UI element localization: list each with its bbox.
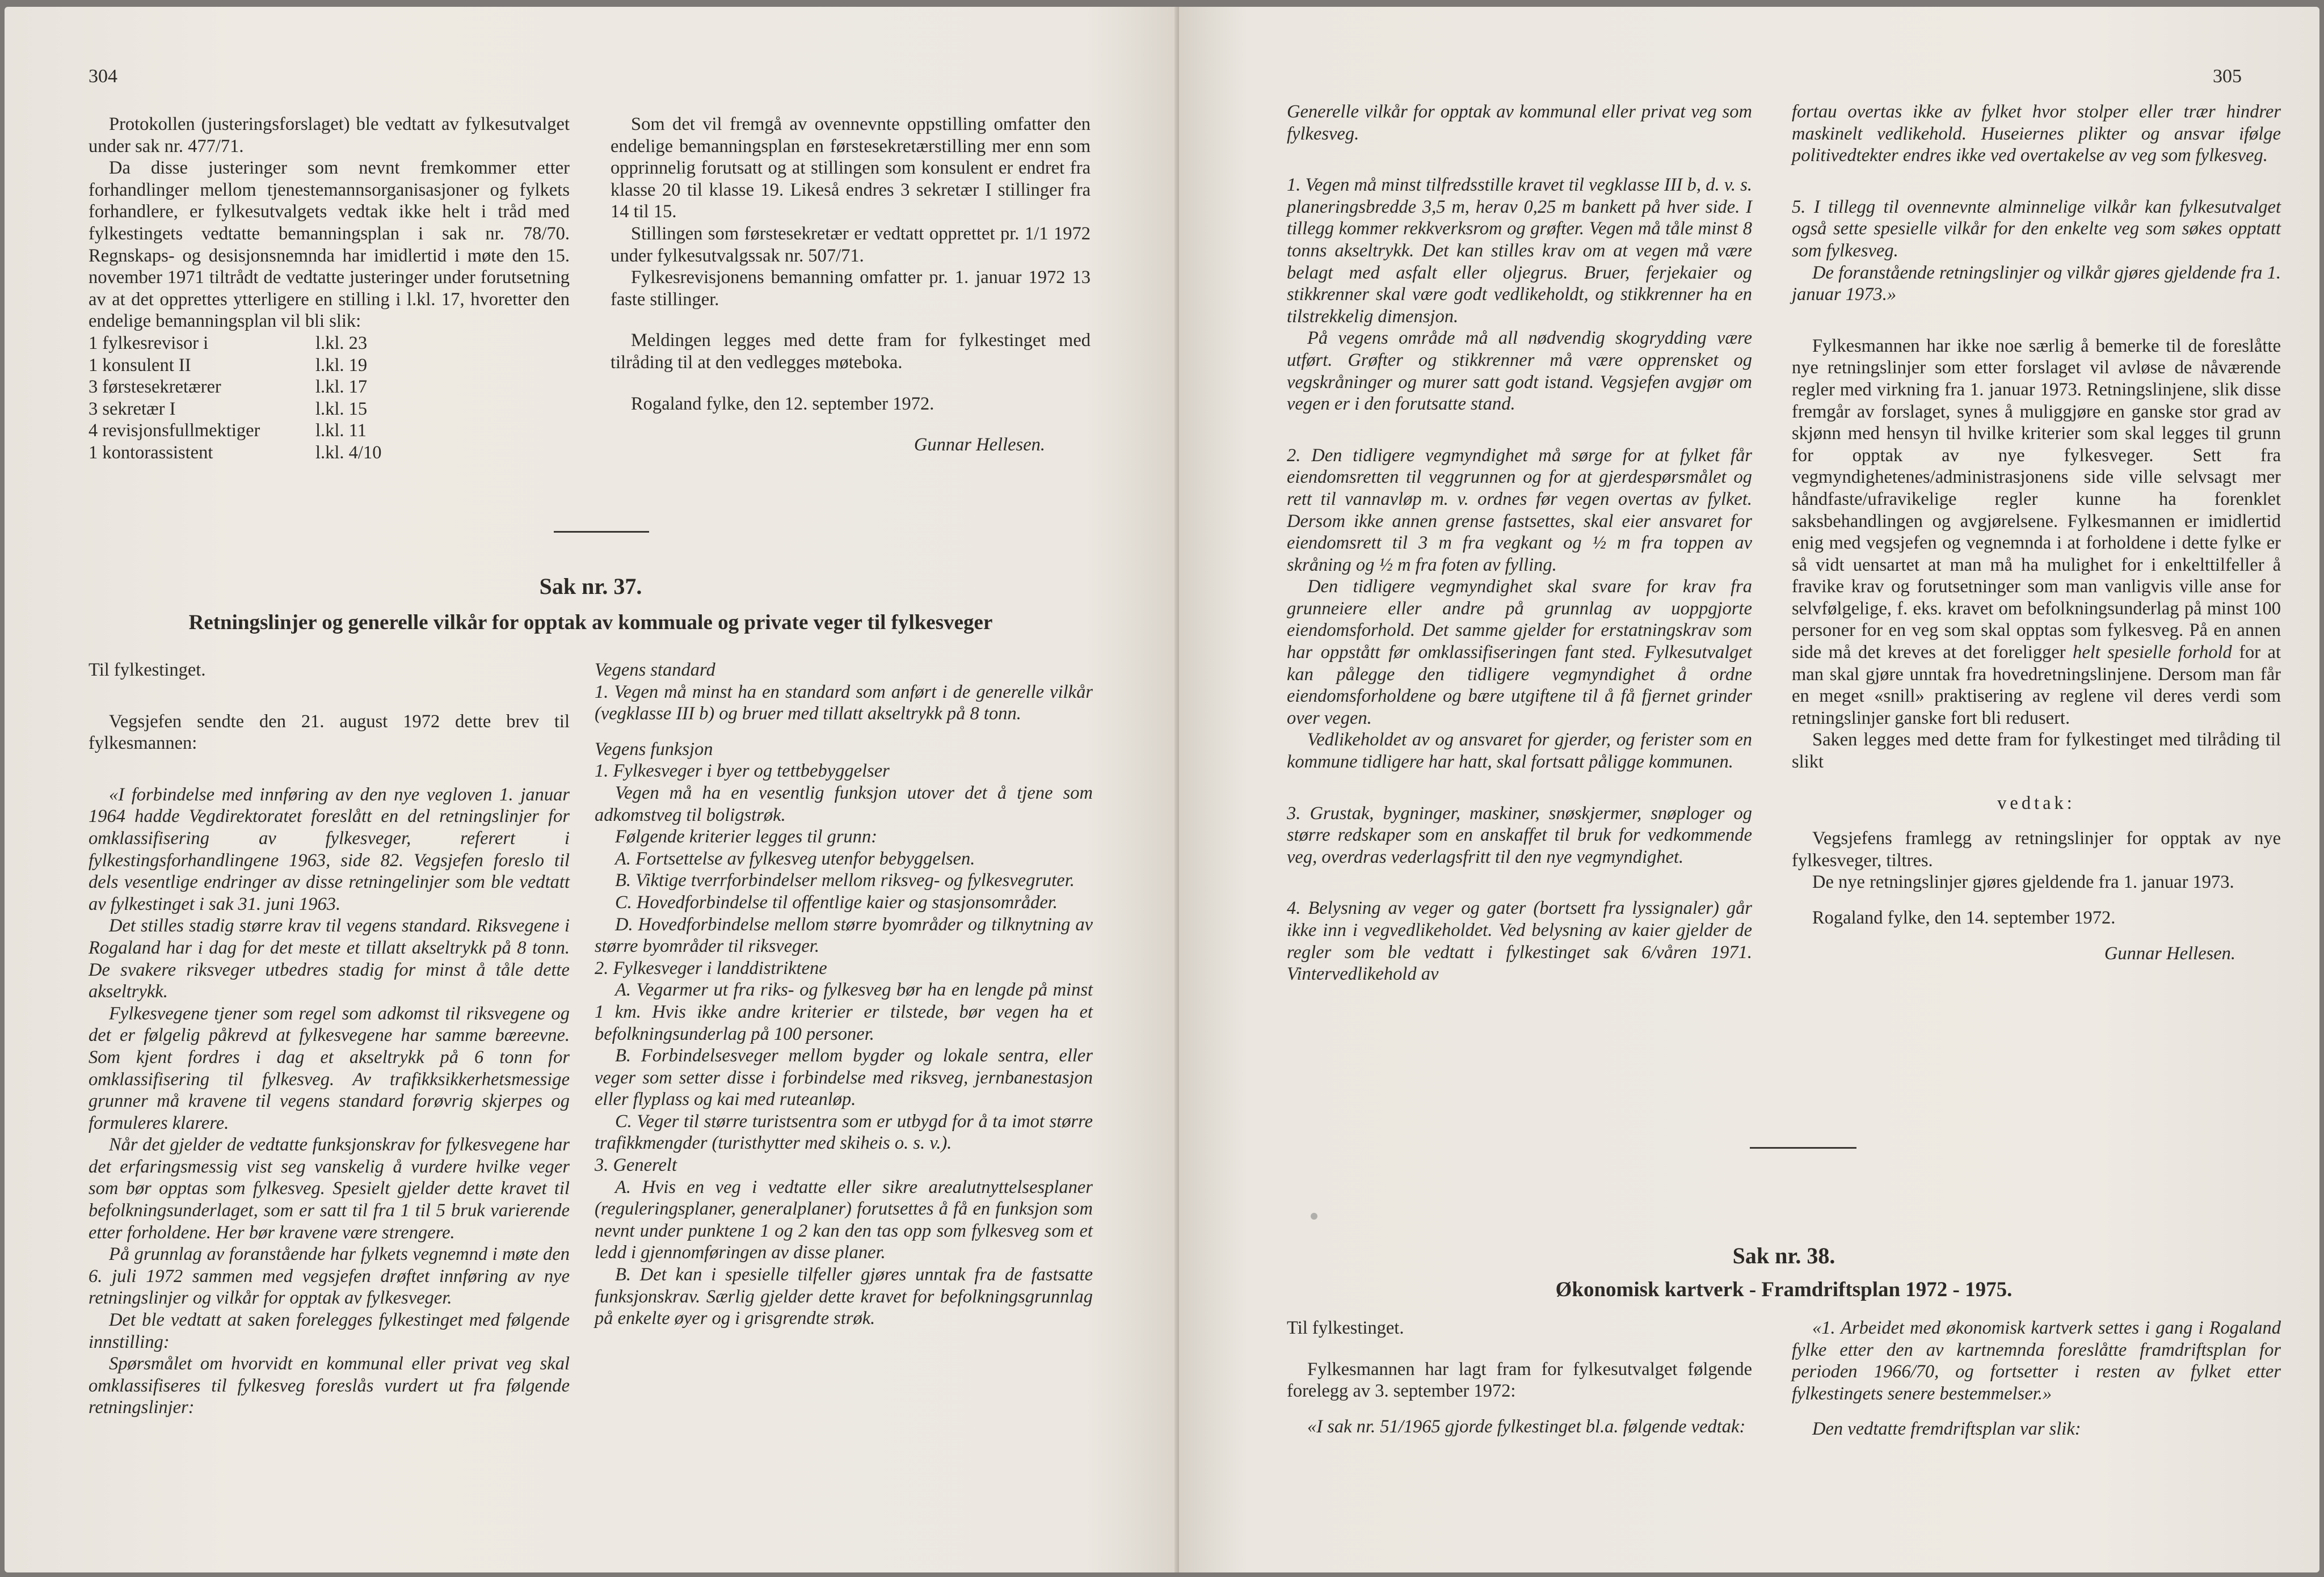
list-item: 5. I tillegg til ovennevnte alminnelige vilkår kan fylkesutvalget også sette spesielle vilkår for den enkelte veg som søkes opptatt som fylkesveg.	[1792, 196, 2281, 261]
staff-title: 1 kontorassistent	[89, 442, 213, 463]
list-item: A. Fortsettelse av fylkesveg utenfor bebyggelsen.	[615, 848, 975, 869]
paragraph: «1. Arbeidet med økonomisk kartverk settes i gang i Rogaland fylke etter den av kartnemnda foreslåtte framdriftsplan for perioden 1966/70, og fortsetter i resten av fylket etter fylkestingets senere bestemmelser.»	[1792, 1318, 2281, 1404]
list-item: 3. Grustak, bygninger, maskiner, snøskjermer, snøploger og større redskaper som en anskaffet til bruk for vedkommende veg, overdras vederlagsfritt til den nye vegmyndighet.	[1287, 803, 1752, 867]
list-item: A. Vegarmer ut fra riks- og fylkesveg bør ha en lengde på minst 1 km. Hvis ikke andre kriterier er tilstede, bør vegen ha et befolkningsunderlag på 100 personer.	[595, 980, 1093, 1044]
list-item: Vegen må ha en vesentlig funksjon utover det å tjene som adkomstveg til boligstrøk.	[595, 782, 1093, 825]
paragraph: De foranstående retningslinjer og vilkår gjøres gjeldende fra 1. januar 1973.»	[1792, 262, 2281, 305]
paragraph: Som det vil fremgå av ovennevnte oppstilling omfatter den endelige bemanningsplan en førstesekretærstilling mer enn som opprinnelig forutsatt og at stillingen som konsulent er endret fra klasse 20 til klasse 19. Likeså endres 3 sekretær I stillinger fra 14 til 15.	[611, 114, 1091, 222]
staff-grade: l.kl. 17	[315, 377, 368, 398]
paragraph: Til fylkestinget.	[89, 660, 206, 680]
paragraph: «I forbindelse med innføring av den nye vegloven 1. januar 1964 hadde Vegdirektoratet foreslått en del retningslinjer for omklassifisering av fylkesveger, referert i fylkestingsforhandlingene 1963, side 82. Vegsjefen foreslo til dels vesentlige endringer av disse retningelinjer som ble vedtatt av fylkestinget i sak 31. juni 1963.	[89, 784, 570, 914]
text-run: Fylkesmannen har ikke noe særlig å bemerke til de foreslåtte nye retningslinjer som etter forslaget vil avløse de nåværende regler med virkning fra 1. januar 1973. Retningslinjene, slik disse fremgår av forslaget, synes å muliggjøre en ganske stor grad av skjønn med hensyn til hvilke kriterier som skal legges til grunn for opptak av nye fylkesveger. Sett fra vegmyndighetenes/administrasjonens side ville selvsagt mer håndfaste/ufravikelige regler kunne ha forenklet saksbehandlingen og avgjørelsene. Fylkesmannen er imidlertid enig med vegsjefen og vegnemnda i at forholdene i dette fylke er så vidt uensartet at man må ha mulighet for i enkelttilfeller å fravike krav og forutsetninger som man vanligvis ville anse for selvfølgelige, f. eks. kravet om befolkningsunderlag på minst 100 personer for en veg som skal opptas som fylkesveg. På en annen side må det kreves at det foreligger	[1792, 335, 2281, 663]
date-line: Rogaland fylke, den 12. september 1972.	[631, 393, 934, 414]
paragraph: Protokollen (justeringsforslaget) ble vedtatt av fylkesutvalget under sak nr. 477/71.	[89, 114, 570, 157]
column-1	[1287, 101, 1752, 985]
paragraph: Til fylkestinget.	[1287, 1318, 1404, 1338]
list-item	[89, 376, 381, 398]
staff-title: 1 konsulent II	[89, 355, 191, 376]
left-page	[5, 7, 1179, 1572]
paragraph: Når det gjelder de vedtatte funksjonskrav for fylkesvegene har det erfaringsmessig vist seg vanskelig å vurdere hvilke veger som bør opptas som fylkesveg. Spesielt gjelder dette kravet til befolkningsunderlaget, som er satt til fra 1 til 5 bruk varierende etter forholdene. Her bør kravene være strengere.	[89, 1135, 570, 1243]
column-4	[595, 659, 1093, 1330]
paragraph: Vegsjefens framlegg av retningslinjer for opptak av nye fylkesveger, tiltres.	[1792, 828, 2281, 871]
staff-title: 3 sekretær I	[89, 398, 176, 419]
column-3	[1287, 1317, 1752, 1437]
right-page	[1179, 7, 2319, 1572]
signature: Gunnar Hellesen.	[913, 435, 1045, 456]
list-heading: 2. Fylkesveger i landdistriktene	[595, 958, 827, 979]
section-number: Sak nr. 38.	[1732, 1243, 1835, 1268]
list-item	[89, 355, 381, 377]
date-line: Rogaland fylke, den 14. september 1972.	[1812, 908, 2116, 928]
paragraph: På grunnlag av foranstående har fylkets vegnemnd i møte den 6. juli 1972 sammen med vegsjefen drøftet innføring av nye retningslinjer og vilkår for opptak av fylkesveger.	[89, 1244, 570, 1309]
staff-grade: l.kl. 19	[315, 355, 368, 376]
list-item: C. Veger til større turistsentra som er utbygd for å ta imot større trafikkmengder (turisthytter med skiheis o. s. v.).	[595, 1111, 1093, 1154]
list-item	[89, 420, 381, 442]
staff-title: 4 revisjonsfullmektiger	[89, 420, 260, 441]
paragraph: Da disse justeringer som nevnt fremkommer etter forhandlinger mellom tjenestemannsorganisasjoner og fylkets forhandlere, er fylkesutvalgets vedtak ikke helt i tråd med fylkestingets vedtatte bemanningsplan i sak nr. 78/70. Regnskaps- og desisjonsnemnda har imidlertid i møte den 15. november 1971 tiltrådt de vedtatte justeringer under forutsetning av at det opprettes ytterligere en stilling i l.kl. 17, hvoretter den endelige bemanningsplan vil bli slik:	[89, 158, 570, 332]
staff-list	[89, 332, 381, 464]
paragraph: Saken legges med dette fram for fylkestinget med tilråding til slikt	[1792, 730, 2281, 773]
paragraph: Det stilles stadig større krav til vegens standard. Riksvegene i Rogaland har i dag for det meste et tillatt akseltrykk på 8 tonn. De svakere riksveger utbedres stadig for minst å tåle dette akseltrykk.	[89, 916, 570, 1002]
page-number: 305	[2213, 66, 2242, 87]
list-item: Den tidligere vegmyndighet skal svare for krav fra grunneiere eller andre på grunnlag av uoppgjorte eiendomsforhold. Det samme gjelder for erstatningskrav som har oppstått før omklassifiseringen fant sted. Fylkesutvalget kan pålegge den tidligere vegmyndighet å ordne eiendomsforholdene og bære utgiftene til å få fjernet grinder over vegen.	[1287, 576, 1752, 728]
signature: Gunnar Hellesen.	[2104, 943, 2235, 964]
paragraph: fortau overtas ikke av fylket hvor stolper eller trær hindrer maskinelt vedlikehold. Huseiernes plikter og ansvar ifølge politivedtekter endres ikke ved overtakelse av veg som fylkesveg.	[1792, 102, 2281, 166]
list-item: Følgende kriterier legges til grunn:	[615, 827, 878, 847]
paragraph: Det ble vedtatt at saken forelegges fylkestinget med følgende innstilling:	[89, 1310, 570, 1352]
list-item	[89, 332, 381, 355]
paragraph: Den vedtatte fremdriftsplan var slik:	[1812, 1419, 2081, 1440]
paragraph: «I sak nr. 51/1965 gjorde fylkestinget bl.a. følgende vedtak:	[1307, 1416, 1746, 1437]
paragraph	[1792, 335, 2281, 730]
column-3	[89, 659, 570, 1419]
list-heading: Vegens funksjon	[595, 739, 713, 760]
list-item: 1. Vegen må minst ha en standard som anført i de generelle vilkår (vegklasse III b) og bruer med tillatt akseltrykk på 8 tonn.	[595, 681, 1093, 724]
paragraph: Generelle vilkår for opptak av kommunal eller privat veg som fylkesveg.	[1287, 102, 1752, 144]
list-item: 1. Fylkesveger i byer og tettbebyggelser	[595, 761, 890, 782]
paragraph: Stillingen som førstesekretær er vedtatt opprettet pr. 1/1 1972 under fylkesutvalgssak nr. 507/71.	[611, 223, 1091, 266]
paragraph: Fylkesmannen har lagt fram for fylkesutvalget følgende forelegg av 3. september 1972:	[1287, 1359, 1752, 1402]
column-4	[1792, 1317, 2281, 1440]
divider	[554, 531, 649, 533]
list-heading: Vegens standard	[595, 660, 715, 680]
list-item: 1. Vegen må minst tilfredsstille kravet til vegklasse III b, d. v. s. planeringsbredde 3,5 m, herav 0,25 m bankett på hver side. I tillegg kommer rekkverksrom og grøfter. Vegen må tåle minst 8 tonns akseltrykk. Det kan stilles krav om at vegen må være belagt med asfalt eller oljegrus. Bruer, ferjekaier og stikkrenner skal være godt vedlikeholdt, og stikkrenner ha en tilstrekkelig dimensjon.	[1287, 175, 1752, 327]
divider	[1750, 1147, 1856, 1149]
list-item	[89, 398, 381, 420]
staff-grade: l.kl. 4/10	[315, 442, 382, 463]
section-number: Sak nr. 37.	[539, 574, 642, 599]
paragraph: Fylkesvegene tjener som regel som adkomst til riksvegene og det er følgelig påkrevd at fylkesvegene har samme bæreevne. Som kjent fordres i dag et akseltrykk på 6 tonn for omklassifisering til fylkesveg. Av trafikksikkerhetsmessige grunner må kravene til vegens standard forøvrig skjerpes og formuleres klarere.	[89, 1003, 570, 1133]
list-item: 4. Belysning av veger og gater (bortsett fra lyssignaler) går ikke inn i vegvedlikeholdet. Ved belysning av kaier gjelder de regler som ble vedtatt i fylkestinget sak 6/våren 1971. Vintervedlikehold av	[1287, 898, 1752, 985]
paragraph: Spørsmålet om hvorvidt en kommunal eller privat veg skal omklassifiseres til fylkesveg foreslås vurdert ut fra følgende retningslinjer:	[89, 1353, 570, 1418]
list-item: C. Hovedforbindelse til offentlige kaier og stasjonsområder.	[615, 892, 1058, 913]
list-item: B. Det kan i spesielle tilfeller gjøres unntak fra de fastsatte funksjonskrav. Særlig gjelder dette kravet for befolkningsgrunnlag på enkelte øyer og i grisgrendte strøk.	[595, 1264, 1093, 1329]
column-2	[611, 113, 1091, 456]
text-run: for at man skal gjøre unntak fra hovedretningslinjene. Dersom man får en meget «snill» praktisering av reglene vil deres verdi som retningslinjer ganske fort bli redusert.	[1792, 642, 2281, 728]
emphasis: helt spesielle forhold	[2073, 642, 2232, 663]
paragraph: Fylkesrevisjonens bemanning omfatter pr. 1. januar 1972 13 faste stillinger.	[611, 267, 1091, 310]
staff-grade: l.kl. 11	[315, 420, 367, 441]
staff-title: 1 fylkesrevisor i	[89, 332, 209, 353]
section-title: Retningslinjer og generelle vilkår for opptak av kommuale og private veger til fylkesveger	[188, 611, 993, 634]
list-item	[89, 442, 381, 464]
paragraph: Vegsjefen sendte den 21. august 1972 dette brev til fylkesmannen:	[89, 711, 570, 754]
list-item: D. Hovedforbindelse mellom større byområder og tilknytning av større byområder til riksveger.	[595, 914, 1093, 957]
list-item: Vedlikeholdet av og ansvaret for gjerder, og ferister som en kommune tidligere har hatt, skal fortsatt påligge kommunen.	[1287, 730, 1752, 773]
section-title: Økonomisk kartverk - Framdriftsplan 1972 - 1975.	[1555, 1278, 2013, 1301]
paragraph: Meldingen legges med dette fram for fylkestinget med tilråding til at den vedlegges møteboka.	[611, 330, 1091, 373]
column-1	[89, 113, 570, 464]
quoted-letter	[89, 784, 570, 1419]
list-item: 2. Den tidligere vegmyndighet må sørge for at fylket får eiendomsretten til veggrunnen og for at gjerdespørsmålet og rett til vannavløp m. v. ordnes før vegen overtas av fylket. Dersom ikke annen grense fastsettes, skal eier ansvaret for eiendomsrett til 3 m fra vegkant og ½ m fra toppen av skråning og ½ m fra foten av fylling.	[1287, 445, 1752, 575]
staff-title: 3 førstesekretærer	[89, 377, 221, 398]
list-item: B. Forbindelsesveger mellom bygder og lokale sentra, eller veger som setter disse i forbindelse med riksveg, jernbanestasjon eller flyplass og kai med ruteanløp.	[595, 1045, 1093, 1110]
staff-grade: l.kl. 15	[315, 398, 368, 419]
list-heading: 3. Generelt	[595, 1155, 677, 1176]
ink-speck	[1311, 1213, 1317, 1220]
page-number: 304	[89, 66, 117, 87]
decision-heading: vedtak:	[1997, 792, 2075, 813]
list-item: A. Hvis en veg i vedtatte eller sikre arealutnyttelsesplaner (reguleringsplaner, generalplaner) forutsettes å få en funksjon som nevnt under punktene 1 og 2 kan den tas opp som fylkesveg som et ledd i gjennomføringen av disse planer.	[595, 1177, 1093, 1263]
column-2	[1792, 101, 2281, 964]
list-item: På vegens område må all nødvendig skogrydding være utført. Grøfter og stikkrenner må være opprensket og vegskråninger og murer satt godt istand. Vegsjefen avgjør om vegen er i den forutsatte stand.	[1287, 328, 1752, 415]
staff-grade: l.kl. 23	[315, 332, 368, 353]
paragraph: De nye retningslinjer gjøres gjeldende fra 1. januar 1973.	[1812, 872, 2234, 893]
list-item: B. Viktige tverrforbindelser mellom riksveg- og fylkesvegruter.	[615, 870, 1075, 891]
